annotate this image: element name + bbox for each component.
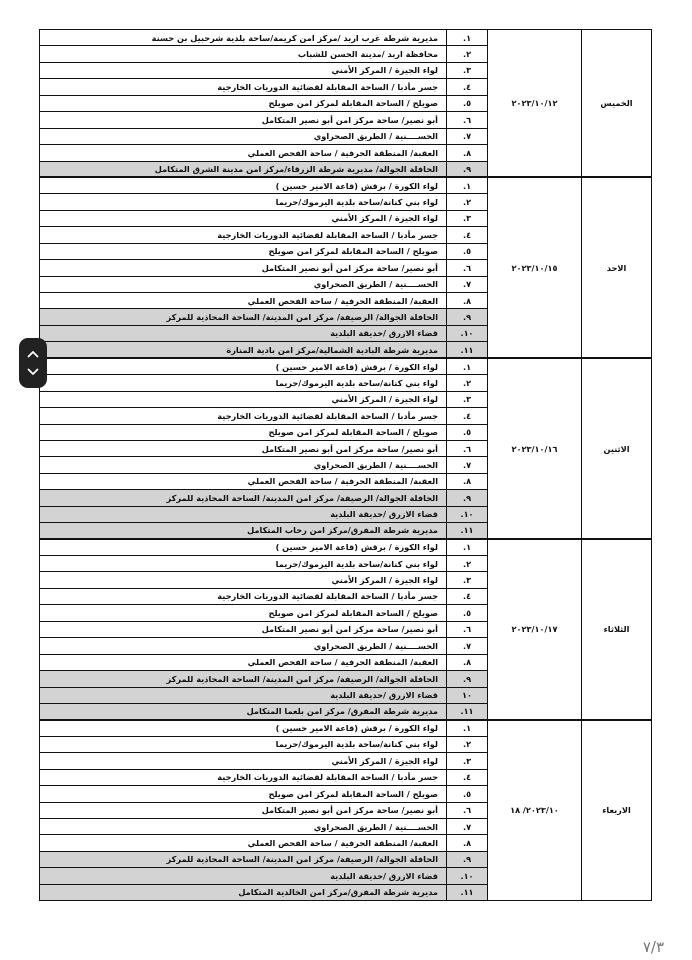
location-cell: صويلح / الساحة المقابلة لمركز امن صويلح [40, 95, 447, 111]
row-number: ١. [447, 177, 488, 193]
row-number: ٦. [447, 621, 488, 637]
location-cell: لواء الجيزة / المركز الأمني [40, 210, 447, 226]
row-number: ٣. [447, 62, 488, 78]
row-number: ٣. [447, 753, 488, 769]
row-number: ١. [447, 720, 488, 736]
location-cell: لواء الجيزة / المركز الأمني [40, 391, 447, 407]
row-number: ٦. [447, 440, 488, 456]
row-number: ٤. [447, 227, 488, 243]
location-cell: لواء بني كنانة/ساحة بلدية اليرموك/حريما [40, 556, 447, 572]
row-number: ٩. [447, 309, 488, 325]
row-number: ٢. [447, 375, 488, 391]
location-cell: مديرية شرطة البادية الشمالية/مركز امن بادية المنارة [40, 342, 447, 358]
location-cell: أبو نصير/ ساحة مركز امن أبو نصير المتكامل [40, 440, 447, 456]
row-number: ٨. [447, 145, 488, 161]
location-cell: جسر مأدبا / الساحة المقابلة لقضائية الدوريات الخارجية [40, 408, 447, 424]
location-cell: لواء بني كنانة/ساحة بلدية اليرموك/حريما [40, 194, 447, 210]
row-number: ٦. [447, 260, 488, 276]
row-number: ١١. [447, 523, 488, 539]
day-cell: الخميس [582, 30, 652, 178]
location-cell: أبو نصير/ ساحة مركز امن أبو نصير المتكامل [40, 802, 447, 818]
row-number: ٣. [447, 210, 488, 226]
row-number: ١١. [447, 884, 488, 900]
location-cell: مديرية شرطة المفرق/مركز امن رحاب المتكامل [40, 523, 447, 539]
row-number: ١١. [447, 342, 488, 358]
row-number: ٩. [447, 671, 488, 687]
location-cell: العقبة/ المنطقة الحرفية / ساحة الفحص العملي [40, 145, 447, 161]
location-cell: الحســــنية / الطريق الصحراوي [40, 457, 447, 473]
row-number: ٧. [447, 638, 488, 654]
row-number: ١٠. [447, 325, 488, 341]
row-number: ٨. [447, 835, 488, 851]
scroll-down-button[interactable] [26, 366, 40, 378]
date-cell: ٢٠٢٣/١٠/١٦ [488, 358, 582, 539]
row-number: ٧. [447, 457, 488, 473]
scroll-up-button[interactable] [26, 348, 40, 360]
row-number: ٧. [447, 276, 488, 292]
location-cell: قضاء الازرق /حديقة البلدية [40, 687, 447, 703]
chevron-down-icon [27, 368, 39, 376]
location-cell: العقبة/ المنطقة الحرفية / ساحة الفحص العملي [40, 473, 447, 489]
location-cell: العقبة/ المنطقة الحرفية / ساحة الفحص العملي [40, 654, 447, 670]
row-number: ٥. [447, 424, 488, 440]
location-cell: لواء الجيزة / المركز الأمني [40, 572, 447, 588]
location-cell: جسر مأدبا / الساحة المقابلة لقضائية الدوريات الخارجية [40, 588, 447, 604]
location-cell: قضاء الازرق /حديقة البلدية [40, 325, 447, 341]
location-cell: الحافلة الجوالة/ الرصيفة/ مركز امن المدينة/ الساحة المحاذية للمركز [40, 490, 447, 506]
location-cell: لواء الكورة / برقش (قاعة الامير حسين ) [40, 539, 447, 555]
location-cell: صويلح / الساحة المقابلة لمركز امن صويلح [40, 243, 447, 259]
schedule-row [40, 30, 652, 46]
row-number: ٤. [447, 769, 488, 785]
location-cell: الحافلة الجوالة/ الرصيفة/ مركز امن المدينة/ الساحة المحاذية للمركز [40, 309, 447, 325]
row-number: ٢. [447, 736, 488, 752]
row-number: ٣. [447, 572, 488, 588]
location-cell: لواء الجيزة / المركز الأمني [40, 62, 447, 78]
day-cell: الاحد [582, 177, 652, 358]
row-number: ٤. [447, 588, 488, 604]
location-cell: أبو نصير/ ساحة مركز امن أبو نصير المتكامل [40, 621, 447, 637]
location-cell: قضاء الازرق /حديقة البلدية [40, 868, 447, 884]
location-cell: أبو نصير/ ساحة مركز امن أبو نصير المتكامل [40, 112, 447, 128]
location-cell: مديرية شرطة المفرق/مركز امن الخالدية المتكامل [40, 884, 447, 900]
location-cell: جسر مأدبا / الساحة المقابلة لقضائية الدوريات الخارجية [40, 769, 447, 785]
row-number: ٩. [447, 851, 488, 867]
location-cell: العقبة/ المنطقة الحرفية / ساحة الفحص العملي [40, 835, 447, 851]
location-cell: قضاء الازرق /حديقة البلدية [40, 506, 447, 522]
location-cell: لواء الكورة / برقش (قاعة الامير حسين ) [40, 720, 447, 736]
location-cell: الحســــنية / الطريق الصحراوي [40, 819, 447, 835]
row-number: ١١. [447, 703, 488, 719]
location-cell: لواء بني كنانة/ساحة بلدية اليرموك/حريما [40, 375, 447, 391]
row-number: ١٠. [447, 868, 488, 884]
page-nav-control [19, 338, 47, 388]
row-number: ٢. [447, 46, 488, 62]
row-number: ٥. [447, 243, 488, 259]
date-cell: ٢٠٢٣/١٠/ ١٨ [488, 720, 582, 901]
row-number: ٥. [447, 786, 488, 802]
row-number: ٩. [447, 161, 488, 177]
location-cell: لواء الكورة / برقش (قاعة الامير حسين ) [40, 177, 447, 193]
row-number: ٧. [447, 819, 488, 835]
location-cell: الحافلة الجوالة/ الرصيفة/ مركز امن المدينة/ الساحة المحاذية للمركز [40, 851, 447, 867]
page-number: ٧/٣ [642, 938, 664, 956]
day-cell: الاربعاء [582, 720, 652, 901]
location-cell: مديرية شرطة غرب اربد /مركز امن كريمة/ساحة بلدية شرحبيل بن حسنة [40, 30, 447, 46]
row-number: ٥. [447, 95, 488, 111]
location-cell: جسر مأدبا / الساحة المقابلة لقضائية الدوريات الخارجية [40, 227, 447, 243]
row-number: ٨. [447, 654, 488, 670]
location-cell: العقبة/ المنطقة الحرفية / ساحة الفحص العملي [40, 293, 447, 309]
schedule-body [40, 30, 652, 901]
location-cell: لواء الجيزة / المركز الأمني [40, 753, 447, 769]
location-cell: جسر مأدبا / الساحة المقابلة لقضائية الدوريات الخارجية [40, 79, 447, 95]
schedule-row [40, 539, 652, 555]
row-number: ٦. [447, 112, 488, 128]
location-cell: صويلح / الساحة المقابلة لمركز امن صويلح [40, 605, 447, 621]
location-cell: أبو نصير/ ساحة مركز امن أبو نصير المتكامل [40, 260, 447, 276]
location-cell: صويلح / الساحة المقابلة لمركز امن صويلح [40, 786, 447, 802]
day-cell: الاثنين [582, 358, 652, 539]
location-cell: لواء الكورة / برقش (قاعة الامير حسين ) [40, 358, 447, 374]
row-number: ٦. [447, 802, 488, 818]
row-number: ٢. [447, 194, 488, 210]
location-cell: الحافلة الجوالة/ مديرية شرطة الزرقاء/مركز امن مدينة الشرق المتكامل [40, 161, 447, 177]
date-cell: ٢٠٢٣/١٠/١٢ [488, 30, 582, 178]
chevron-up-icon [27, 350, 39, 358]
location-cell: الحســــنية / الطريق الصحراوي [40, 128, 447, 144]
schedule-row [40, 720, 652, 736]
location-cell: لواء بني كنانة/ساحة بلدية اليرموك/حريما [40, 736, 447, 752]
location-cell: الحســــنية / الطريق الصحراوي [40, 638, 447, 654]
row-number: ١. [447, 30, 488, 46]
row-number: ٣. [447, 391, 488, 407]
row-number: ١٠ [447, 687, 488, 703]
row-number: ١. [447, 539, 488, 555]
location-cell: الحافلة الجوالة/ الرصيفة/ مركز امن المدينة/ الساحة المحاذية للمركز [40, 671, 447, 687]
schedule-row [40, 177, 652, 193]
date-cell: ٢٠٢٣/١٠/١٧ [488, 539, 582, 720]
row-number: ٩. [447, 490, 488, 506]
location-cell: مديرية شرطة المفرق/ مركز امن بلعما المتكامل [40, 703, 447, 719]
location-cell: محافظة اربد /مدينة الحسن للشباب [40, 46, 447, 62]
row-number: ٥. [447, 605, 488, 621]
row-number: ١٠. [447, 506, 488, 522]
schedule-table [39, 29, 652, 901]
row-number: ٧. [447, 128, 488, 144]
location-cell: صويلح / الساحة المقابلة لمركز امن صويلح [40, 424, 447, 440]
row-number: ٨. [447, 293, 488, 309]
row-number: ١. [447, 358, 488, 374]
row-number: ٤. [447, 408, 488, 424]
schedule-row [40, 358, 652, 374]
row-number: ٢. [447, 556, 488, 572]
location-cell: الحســــنية / الطريق الصحراوي [40, 276, 447, 292]
row-number: ٨. [447, 473, 488, 489]
date-cell: ٢٠٢٣/١٠/١٥ [488, 177, 582, 358]
row-number: ٤. [447, 79, 488, 95]
day-cell: الثلاثاء [582, 539, 652, 720]
